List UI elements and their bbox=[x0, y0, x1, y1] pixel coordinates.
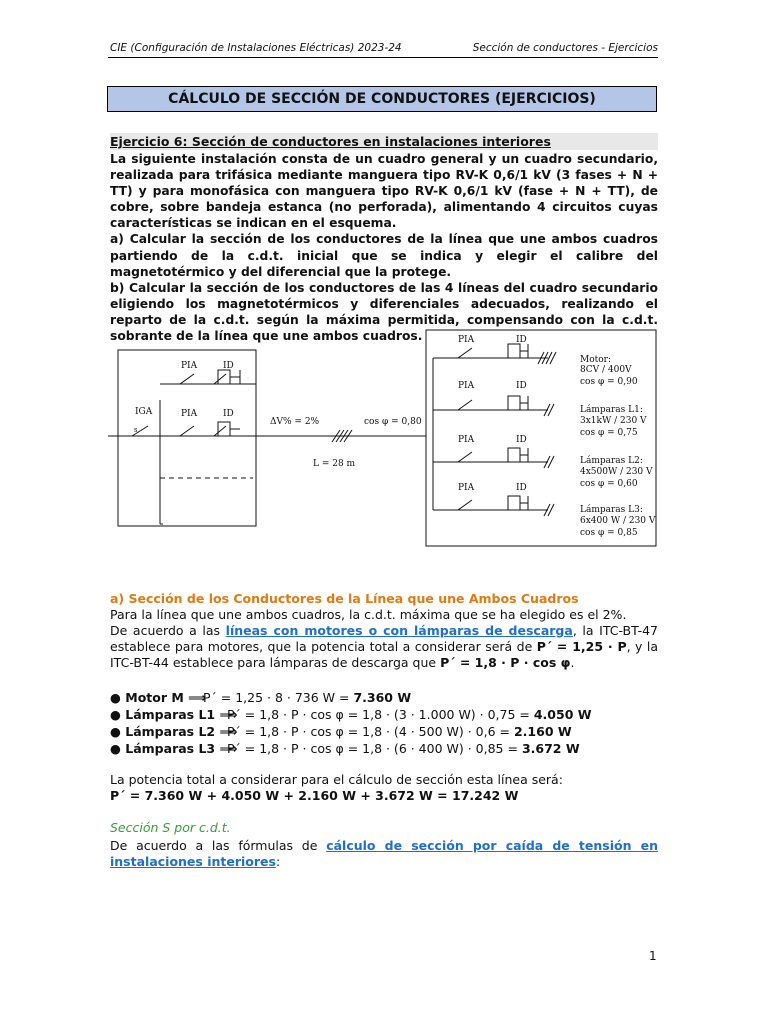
id-label-sec-2: ID bbox=[516, 381, 527, 391]
load-2-name: Lámparas L1: bbox=[580, 405, 643, 415]
load-3-spec: 4x500W / 230 V bbox=[580, 467, 653, 477]
load-1-name: Motor: bbox=[580, 355, 612, 365]
regulations-text-4: . bbox=[570, 655, 575, 670]
load-1-cos: cos φ = 0,90 bbox=[580, 377, 638, 387]
pia-label-sec-4: PIA bbox=[458, 483, 475, 493]
discharge-lines-link[interactable]: líneas con motores o con lámparas de descarga bbox=[225, 623, 573, 638]
id-label-sec-3: ID bbox=[516, 435, 527, 445]
item-label: ● Lámparas L2 ⟹ bbox=[110, 724, 238, 739]
list-item bbox=[110, 740, 658, 757]
pia-label-sec-3: PIA bbox=[458, 435, 475, 445]
header-rule bbox=[108, 57, 658, 58]
load-1-spec: 8CV / 400V bbox=[580, 365, 632, 375]
header-right: Sección de conductores - Ejercicios bbox=[472, 42, 658, 54]
load-4-name: Lámparas L3: bbox=[580, 505, 643, 515]
section-s-heading: Sección S por c.d.t. bbox=[110, 820, 231, 835]
voltage-drop-formulas-link[interactable]: cálculo de sección por caída de tensión en instalaciones interiores bbox=[110, 838, 658, 869]
statement-part-a: a) Calcular la sección de los conductores de la línea que une ambos cuadros partiendo de la c.d.t. inicial que se indica y elegir el calibre del magnetotérmico y del diferencial que la protege. bbox=[110, 232, 658, 279]
list-item bbox=[110, 706, 658, 723]
pia-label-main-2: PIA bbox=[181, 409, 198, 419]
item-label: ● Lámparas L1 ⟹ bbox=[110, 707, 238, 722]
pia-label-sec-2: PIA bbox=[458, 381, 475, 391]
id-label-main-1: ID bbox=[223, 361, 234, 371]
motor-formula: P´ = 1,25 · P bbox=[536, 639, 627, 654]
page-title: CÁLCULO DE SECCIÓN DE CONDUCTORES (EJERCICIOS) bbox=[107, 86, 657, 112]
load-3-name: Lámparas L2: bbox=[580, 456, 643, 466]
lamp-formula: P´ = 1,8 · P · cos φ bbox=[440, 655, 571, 670]
line-cos-label: cos φ = 0,80 bbox=[364, 417, 422, 427]
line-length-label: L = 28 m bbox=[313, 459, 356, 469]
load-4-cos: cos φ = 0,85 bbox=[580, 528, 638, 538]
load-2-spec: 3x1kW / 230 V bbox=[580, 416, 647, 426]
item-formula: P´ = 1,8 · P · cos φ = 1,8 · (4 · 500 W) · 0,6 = 2.160 W bbox=[227, 724, 572, 739]
circuit-diagram bbox=[108, 328, 658, 550]
load-4-spec: 6x400 W / 230 V bbox=[580, 516, 656, 526]
id-label-main-2: ID bbox=[223, 409, 234, 419]
item-formula: P´ = 1,8 · P · cos φ = 1,8 · (6 · 400 W) · 0,85 = 3.672 W bbox=[227, 741, 580, 756]
id-label-sec-4: ID bbox=[516, 483, 527, 493]
main-panel-box bbox=[118, 350, 256, 526]
statement-intro: La siguiente instalación consta de un cuadro general y un cuadro secundario, realizada para trifásica mediante manguera tipo RV-K 0,6/1 kV (3 fases + N + TT) y para monofásica con manguera tipo RV-K 0,6/1 kV (fase + N + TT), de cobre, sobre bandeja estanca (no perforada), alimentando 4 circuitos cuyas características se indican en el esquema. bbox=[110, 152, 658, 231]
total-power-intro: La potencia total a considerar para el cálculo de sección esta línea será: bbox=[110, 772, 563, 787]
list-item bbox=[110, 689, 658, 706]
section-a-heading: a) Sección de los Conductores de la Línea que une Ambos Cuadros bbox=[110, 591, 579, 606]
page-number: 1 bbox=[649, 949, 657, 963]
pia-label-main-1: PIA bbox=[181, 361, 198, 371]
svg-text:s: s bbox=[134, 426, 138, 434]
exercise-statement bbox=[110, 151, 658, 344]
section-a-regulations bbox=[110, 623, 658, 671]
item-formula: P´ = 1,8 · P · cos φ = 1,8 · (3 · 1.000 W) · 0,75 = 4.050 W bbox=[227, 707, 592, 722]
regulations-text-1: De acuerdo a las bbox=[110, 623, 226, 638]
section-a-intro: Para la línea que une ambos cuadros, la c.d.t. máxima que se ha elegido es el 2%. bbox=[110, 607, 627, 622]
section-s-text: De acuerdo a las fórmulas de cálculo de sección por caída de tensión en instalaciones interiores: bbox=[110, 838, 658, 869]
regulations-text-3: , y la ITC-BT-44 establece para lámparas de descarga que bbox=[110, 639, 658, 670]
regulations-text-2: , la ITC-BT-47 establece para motores, que la potencia total a considerar será de bbox=[110, 623, 658, 654]
statement-part-b: b) Calcular la sección de los conductores de las 4 líneas del cuadro secundario eligiendo los magnetotérmicos y diferenciales adecuados, realizando el reparto de la c.d.t. según la máxima permitida, compensando con la c.d.t. sobrante de la línea que une ambos cuadros. bbox=[110, 280, 658, 344]
exercise-heading: Ejercicio 6: Sección de conductores en instalaciones interiores bbox=[110, 133, 658, 150]
load-2-cos: cos φ = 0,75 bbox=[580, 428, 638, 438]
iga-label: IGA bbox=[135, 407, 153, 417]
list-item bbox=[110, 723, 658, 740]
power-list bbox=[110, 689, 658, 757]
voltage-drop-label: ΔV% = 2% bbox=[270, 417, 320, 427]
id-label-sec-1: ID bbox=[516, 335, 527, 345]
pia-label-sec-1: PIA bbox=[458, 335, 475, 345]
item-label: ● Motor M ⟹ bbox=[110, 690, 207, 705]
header-left: CIE (Configuración de Instalaciones Eléctricas) 2023-24 bbox=[110, 42, 402, 54]
total-power-formula: P´ = 7.360 W + 4.050 W + 2.160 W + 3.672 W = 17.242 W bbox=[110, 788, 519, 803]
load-3-cos: cos φ = 0,60 bbox=[580, 479, 638, 489]
item-label: ● Lámparas L3 ⟹ bbox=[110, 741, 238, 756]
item-formula: P´ = 1,25 · 8 · 736 W = 7.360 W bbox=[203, 690, 412, 705]
